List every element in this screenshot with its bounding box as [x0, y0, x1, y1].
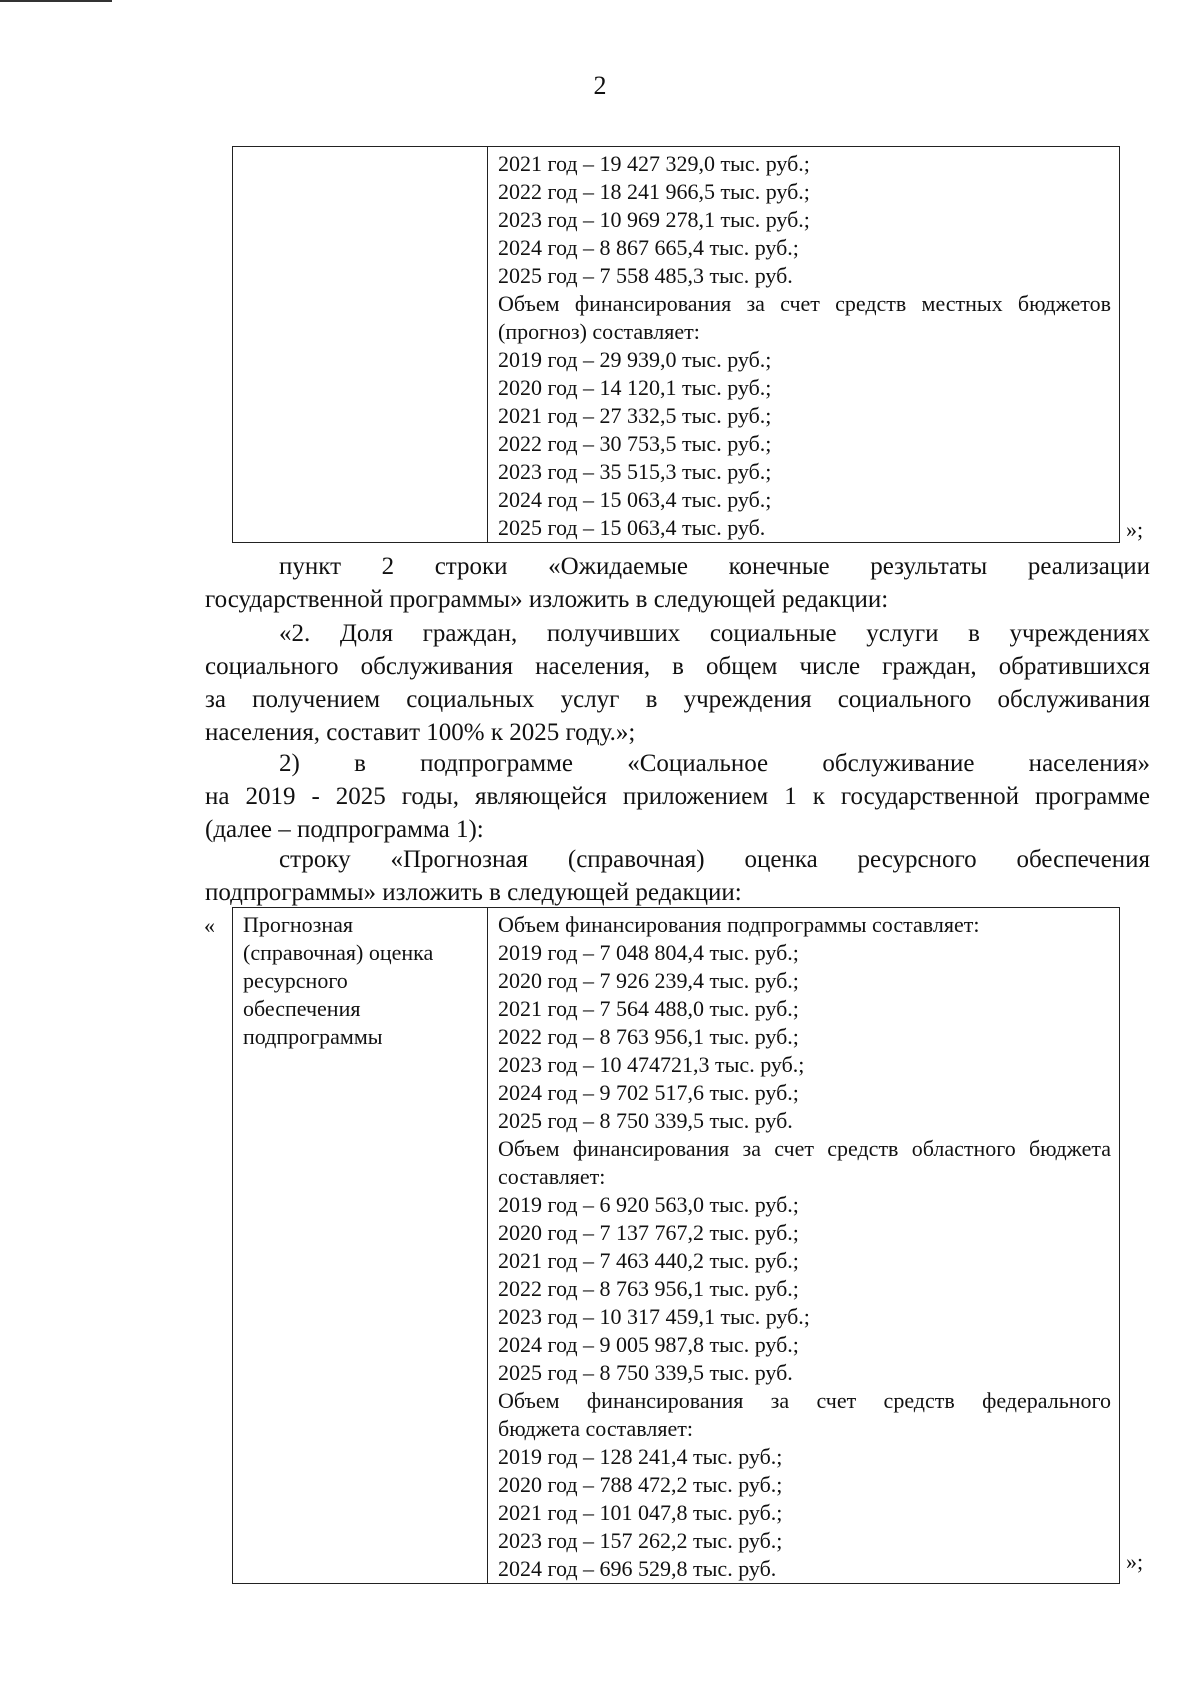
cell-line: 2021 год – 7 463 440,2 тыс. руб.; — [498, 1248, 799, 1273]
cell-line: 2025 год – 15 063,4 тыс. руб. — [498, 515, 766, 540]
cell-line: 2020 год – 7 926 239,4 тыс. руб.; — [498, 968, 799, 993]
cell-line: подпрограммы — [243, 1024, 383, 1049]
cell-line: 2019 год – 7 048 804,4 тыс. руб.; — [498, 940, 799, 965]
cell-line: (справочная) оценка — [243, 940, 434, 965]
funding-table-continuation — [232, 146, 1120, 543]
cell-line: 2025 год – 8 750 339,5 тыс. руб. — [498, 1108, 793, 1133]
cell-line: 2024 год – 8 867 665,4 тыс. руб.; — [498, 235, 799, 260]
cell-line: Объем финансирования за счет средств федерального — [498, 1388, 1111, 1413]
cell-line: Объем финансирования за счет средств местных бюджетов — [498, 291, 1111, 316]
cell-line: 2020 год – 7 137 767,2 тыс. руб.; — [498, 1220, 799, 1245]
cell-line: 2024 год – 696 529,8 тыс. руб. — [498, 1556, 777, 1581]
table-label-cell — [233, 147, 488, 543]
cell-line: 2024 год – 15 063,4 тыс. руб.; — [498, 487, 772, 512]
paragraph-resource-row — [205, 843, 1150, 909]
paragraph-line: подпрограммы» изложить в следующей редакции: — [205, 879, 742, 906]
cell-line: 2021 год – 19 427 329,0 тыс. руб.; — [498, 151, 810, 176]
cell-line: 2019 год – 6 920 563,0 тыс. руб.; — [498, 1192, 799, 1217]
table-value-cell — [488, 147, 1120, 543]
opening-quote-2: « — [204, 913, 215, 938]
paragraph-subprogram-1 — [205, 747, 1150, 846]
cell-line: 2023 год – 10 317 459,1 тыс. руб.; — [498, 1304, 810, 1329]
cell-line: бюджета составляет: — [498, 1416, 693, 1441]
cell-line: 2023 год – 35 515,3 тыс. руб.; — [498, 459, 772, 484]
cell-line: (прогноз) составляет: — [498, 319, 700, 344]
paragraph-share-of-citizens — [205, 617, 1150, 749]
cell-line: 2023 год – 10 474721,3 тыс. руб.; — [498, 1052, 805, 1077]
cell-line: 2019 год – 29 939,0 тыс. руб.; — [498, 347, 772, 372]
paragraph-line: социального обслуживания населения, в общем числе граждан, обратившихся — [205, 653, 1150, 680]
paragraph-line: населения, составит 100% к 2025 году.»; — [205, 719, 636, 746]
table-label-cell — [233, 908, 488, 1584]
cell-line: 2021 год – 27 332,5 тыс. руб.; — [498, 403, 772, 428]
paragraph-line: «2. Доля граждан, получивших социальные услуги в учреждениях — [279, 620, 1150, 647]
cell-line: Объем финансирования подпрограммы составляет: — [498, 912, 980, 937]
cell-line: 2024 год – 9 005 987,8 тыс. руб.; — [498, 1332, 799, 1357]
paragraph-line: государственной программы» изложить в следующей редакции: — [205, 586, 889, 613]
funding-table-subprogram — [232, 907, 1120, 1584]
closing-quote-2: »; — [1126, 1549, 1144, 1574]
label-lines — [243, 911, 479, 1051]
closing-quote-1: »; — [1126, 517, 1144, 542]
cell-line: 2023 год – 10 969 278,1 тыс. руб.; — [498, 207, 810, 232]
cell-line: 2022 год – 18 241 966,5 тыс. руб.; — [498, 179, 810, 204]
cell-line: 2022 год – 8 763 956,1 тыс. руб.; — [498, 1276, 799, 1301]
cell-line: обеспечения — [243, 996, 361, 1021]
paragraph-expected-results — [205, 550, 1150, 616]
cell-line: 2019 год – 128 241,4 тыс. руб.; — [498, 1444, 783, 1469]
table-row — [233, 147, 1120, 543]
cell-line: 2025 год – 7 558 485,3 тыс. руб. — [498, 263, 793, 288]
value-lines — [498, 911, 1111, 1583]
cell-line: Объем финансирования за счет средств областного бюджета — [498, 1136, 1111, 1161]
table-row — [233, 908, 1120, 1584]
cell-line: 2022 год – 8 763 956,1 тыс. руб.; — [498, 1024, 799, 1049]
cell-line: 2023 год – 157 262,2 тыс. руб.; — [498, 1528, 783, 1553]
cell-line: 2021 год – 7 564 488,0 тыс. руб.; — [498, 996, 799, 1021]
scan-edge-mark — [0, 0, 112, 2]
paragraph-line: на 2019 - 2025 годы, являющейся приложением 1 к государственной программе — [205, 783, 1150, 810]
paragraph-line: за получением социальных услуг в учреждения социального обслуживания — [205, 686, 1150, 713]
cell-line: 2020 год – 14 120,1 тыс. руб.; — [498, 375, 772, 400]
cell-line: Прогнозная — [243, 912, 354, 937]
cell-line: 2021 год – 101 047,8 тыс. руб.; — [498, 1500, 783, 1525]
cell-line: 2020 год – 788 472,2 тыс. руб.; — [498, 1472, 783, 1497]
value-lines — [498, 150, 1111, 542]
table-value-cell — [488, 908, 1120, 1584]
cell-line: 2022 год – 30 753,5 тыс. руб.; — [498, 431, 772, 456]
cell-line: составляет: — [498, 1164, 606, 1189]
paragraph-line: строку «Прогнозная (справочная) оценка ресурсного обеспечения — [279, 846, 1150, 873]
page-number: 2 — [593, 71, 607, 100]
paragraph-line: пункт 2 строки «Ожидаемые конечные результаты реализации — [279, 553, 1150, 580]
cell-line: ресурсного — [243, 968, 348, 993]
paragraph-line: (далее – подпрограмма 1): — [205, 816, 484, 843]
cell-line: 2025 год – 8 750 339,5 тыс. руб. — [498, 1360, 793, 1385]
paragraph-line: 2) в подпрограмме «Социальное обслуживание населения» — [279, 750, 1150, 777]
cell-line: 2024 год – 9 702 517,6 тыс. руб.; — [498, 1080, 799, 1105]
